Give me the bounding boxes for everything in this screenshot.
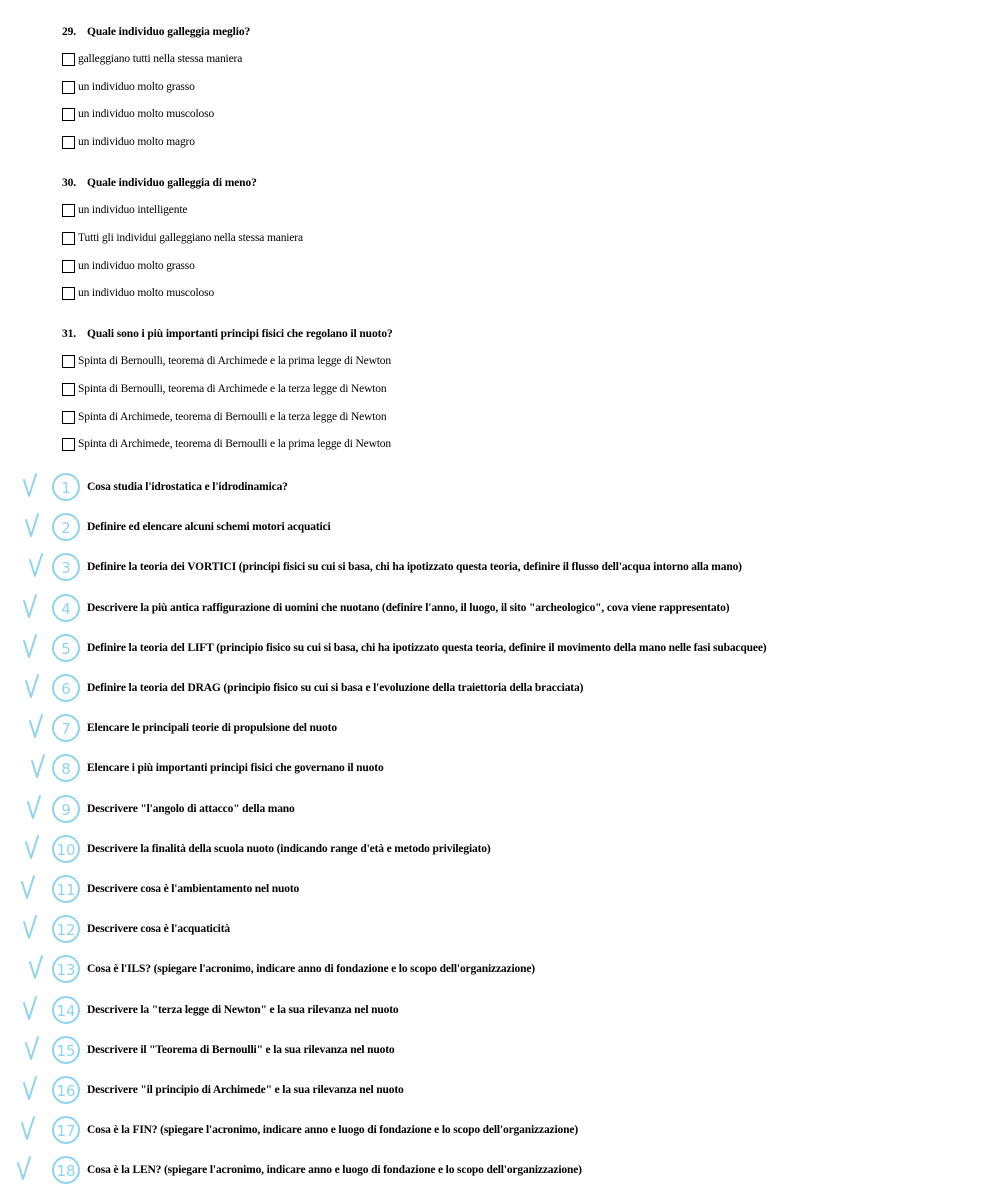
option-label: Spinta di Archimede, teorema di Bernoulli e la terza legge di Newton [78, 411, 387, 423]
open-question-item [0, 993, 1000, 1025]
question-text: Quali sono i più importanti principi fisici che regolano il nuoto? [87, 328, 393, 340]
hand-number: 15 [56, 1041, 76, 1060]
question-31-title [62, 328, 393, 340]
question-text: Quale individuo galleggia di meno? [87, 177, 257, 189]
handwritten-check-number-icon [14, 751, 84, 787]
open-question-text: Descrivere la "terza legge di Newton" e la sua rilevanza nel nuoto [87, 1003, 399, 1016]
question-29-title [62, 26, 250, 38]
option-label: un individuo molto grasso [78, 260, 195, 272]
open-question-item [0, 591, 1000, 623]
checkbox[interactable] [62, 136, 75, 149]
q30-option-2[interactable] [62, 230, 303, 246]
hand-number: 8 [61, 760, 71, 779]
option-label: Spinta di Bernoulli, teorema di Archimede e la prima legge di Newton [78, 355, 391, 367]
hand-number: 12 [56, 921, 76, 940]
handwritten-check-number-icon [14, 952, 84, 988]
hand-number: 3 [61, 559, 71, 578]
handwritten-check-number-icon [14, 792, 84, 828]
open-question-item [0, 671, 1000, 703]
handwritten-check-number-icon [14, 1113, 84, 1149]
handwritten-check-number-icon [14, 1073, 84, 1109]
hand-number: 4 [61, 599, 71, 618]
handwritten-check-number-icon [14, 631, 84, 667]
q29-option-1[interactable] [62, 51, 242, 67]
checkbox[interactable] [62, 438, 75, 451]
q29-option-3[interactable] [62, 106, 214, 122]
hand-number: 17 [56, 1122, 76, 1141]
open-question-text: Elencare le principali teorie di propulsione del nuoto [87, 722, 337, 735]
handwritten-check-number-icon [14, 671, 84, 707]
open-question-text: Descrivere "l'angolo di attacco" della mano [87, 802, 295, 815]
handwritten-check-number-icon [14, 832, 84, 868]
option-label: Spinta di Archimede, teorema di Bernoulli e la prima legge di Newton [78, 438, 391, 450]
checkbox[interactable] [62, 53, 75, 66]
question-number: 29. [62, 26, 77, 38]
q29-option-4[interactable] [62, 134, 195, 150]
question-number: 30. [62, 177, 77, 189]
option-label: Tutti gli individui galleggiano nella stessa maniera [78, 232, 303, 244]
hand-number: 11 [56, 881, 76, 899]
open-question-item [0, 1073, 1000, 1105]
open-question-item [0, 952, 1000, 984]
handwritten-check-number-icon [14, 912, 84, 948]
q31-option-3[interactable] [62, 409, 387, 425]
checkbox[interactable] [62, 260, 75, 273]
question-30-title [62, 177, 257, 189]
handwritten-check-number-icon [14, 1153, 84, 1189]
hand-number: 2 [61, 519, 71, 538]
option-label: un individuo molto grasso [78, 81, 195, 93]
open-question-text: Definire la teoria del DRAG (principio fisico su cui si basa e l'evoluzione della traiettoria della bracciata) [87, 682, 584, 694]
q30-option-4[interactable] [62, 285, 214, 301]
open-question-text: Cosa è la FIN? (spiegare l'acronimo, indicare anno e luogo di fondazione e lo scopo dell'organizzazione) [87, 1124, 579, 1137]
handwritten-check-number-icon [14, 550, 84, 586]
checkbox[interactable] [62, 287, 75, 300]
handwritten-check-number-icon [14, 711, 84, 747]
handwritten-check-number-icon [14, 993, 84, 1029]
option-label: Spinta di Bernoulli, teorema di Archimede e la terza legge di Newton [78, 383, 387, 395]
question-number: 31. [62, 328, 77, 340]
option-label: un individuo molto magro [78, 136, 195, 148]
q31-option-4[interactable] [62, 436, 391, 452]
checkbox[interactable] [62, 108, 75, 121]
option-label: un individuo molto muscoloso [78, 108, 215, 120]
open-question-text: Descrivere il "Teorema di Bernoulli" e la sua rilevanza nel nuoto [87, 1043, 395, 1056]
checkbox[interactable] [62, 383, 75, 396]
hand-number: 6 [61, 680, 71, 698]
open-question-text: Descrivere cosa è l'acquaticità [87, 923, 230, 936]
open-question-text: Descrivere cosa è l'ambientamento nel nuoto [87, 883, 300, 895]
checkbox[interactable] [62, 204, 75, 217]
handwritten-check-number-icon [14, 872, 84, 908]
checkbox[interactable] [62, 232, 75, 245]
q29-option-2[interactable] [62, 79, 195, 95]
open-question-text: Cosa è l'ILS? (spiegare l'acronimo, indicare anno di fondazione e lo scopo dell'organizzazione) [87, 963, 535, 976]
open-question-item [0, 751, 1000, 783]
open-question-item [0, 631, 1000, 663]
handwritten-check-number-icon [14, 470, 84, 506]
hand-number: 1 [61, 479, 71, 497]
q30-option-3[interactable] [62, 258, 195, 274]
hand-number: 7 [61, 720, 71, 739]
open-question-item [0, 470, 1000, 502]
open-question-item [0, 792, 1000, 824]
hand-number: 16 [56, 1082, 76, 1100]
open-question-text: Elencare i più importanti principi fisici che governano il nuoto [87, 762, 384, 775]
hand-number: 9 [61, 800, 71, 819]
open-question-text: Cosa studia l'idrostatica e l'idrodinamica? [87, 481, 288, 493]
open-question-item [0, 1113, 1000, 1145]
open-question-text: Definire ed elencare alcuni schemi motori acquatici [87, 521, 331, 534]
option-label: un individuo intelligente [78, 204, 188, 216]
open-question-item [0, 550, 1000, 582]
option-label: un individuo molto muscoloso [78, 287, 215, 299]
open-question-text: Definire la teoria dei VORTICI (principi fisici su cui si basa, chi ha ipotizzato questa teoria, definire il flusso dell'acqua intorno alla mano) [87, 561, 742, 574]
hand-number: 14 [56, 1001, 76, 1020]
hand-number: 13 [56, 961, 76, 980]
q31-option-2[interactable] [62, 381, 387, 397]
question-text: Quale individuo galleggia meglio? [87, 26, 251, 38]
open-question-text: Cosa è la LEN? (spiegare l'acronimo, indicare anno e luogo di fondazione e lo scopo dell'organizzazione) [87, 1164, 582, 1177]
open-question-text: Definire la teoria del LIFT (principio fisico su cui si basa, chi ha ipotizzato questa teoria, definire il movimento della mano nelle fasi subacquee) [87, 641, 767, 654]
option-label: galleggiano tutti nella stessa maniera [78, 53, 243, 65]
open-question-item [0, 1153, 1000, 1185]
open-question-item [0, 832, 1000, 864]
hand-number: 5 [61, 639, 71, 658]
open-question-item [0, 711, 1000, 743]
open-question-text: Descrivere la finalità della scuola nuoto (indicando range d'età e metodo privilegiato) [87, 842, 491, 855]
handwritten-check-number-icon [14, 1033, 84, 1069]
open-question-item [0, 912, 1000, 944]
open-question-item [0, 510, 1000, 542]
q31-option-1[interactable] [62, 353, 391, 369]
open-question-item [0, 1033, 1000, 1065]
open-question-text: Descrivere la più antica raffigurazione di uomini che nuotano (definire l'anno, il luogo, il sito "archeologico", cova viene rappresentato) [87, 601, 730, 614]
checkbox[interactable] [62, 81, 75, 94]
q30-option-1[interactable] [62, 202, 187, 218]
handwritten-check-number-icon [14, 591, 84, 627]
checkbox[interactable] [62, 411, 75, 424]
hand-number: 10 [56, 840, 76, 859]
open-question-item [0, 872, 1000, 904]
handwritten-check-number-icon [14, 510, 84, 546]
checkbox[interactable] [62, 355, 75, 368]
open-question-text: Descrivere "il principio di Archimede" e la sua rilevanza nel nuoto [87, 1084, 404, 1096]
hand-number: 18 [56, 1162, 76, 1181]
